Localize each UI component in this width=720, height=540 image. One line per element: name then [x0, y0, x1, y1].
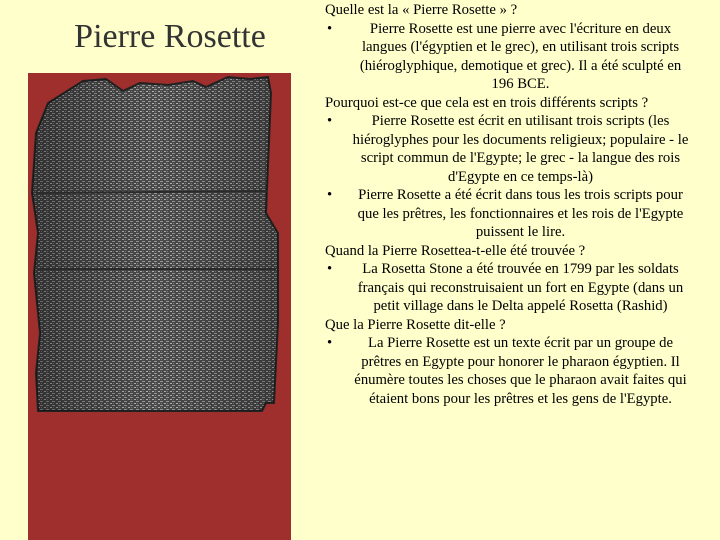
bullet-text: Pierre Rosette a été écrit dans tous les trois scripts pour que les prêtres, les fonctionnaires et les rois de l'Egypte puissent le lire.	[357, 187, 684, 240]
bullet-dot-icon: •	[327, 20, 333, 37]
rosetta-stone-photo	[28, 73, 291, 540]
rosetta-stone-image	[28, 73, 291, 540]
bullet-text: Pierre Rosette est une pierre avec l'écriture en deux langues (l'égyptien et le grec), en utilisant trois scripts (hiéroglyphique, demotique et grec). Il a été sculpté en 196 BCE.	[359, 20, 682, 92]
slide-title: Pierre Rosette	[74, 18, 266, 55]
question-heading: Quelle est la « Pierre Rosette » ?	[325, 2, 518, 18]
bullet-text: La Rosetta Stone a été trouvée en 1799 par les soldats français qui reconstruisaient un fort en Egypte (dans un petit village dans le Delta appelé Rosetta (Rashid)	[357, 261, 684, 314]
bullet-item	[325, 260, 690, 316]
question-heading: Pourquoi est-ce que cela est en trois différents scripts ?	[325, 94, 649, 111]
bullet-text: La Pierre Rosette est un texte écrit par un groupe de prêtres en Egypte pour honorer le pharaon égyptien. Il énumère toutes les choses que le pharaon avait faites qui étaient bons pour les prêtres et les gens de l'Egypte.	[354, 335, 687, 407]
bullet-dot-icon: •	[327, 187, 333, 203]
question-heading: Que la Pierre Rosette dit-elle ?	[325, 316, 506, 333]
bullet-item	[325, 186, 690, 242]
bullet-dot-icon: •	[327, 335, 333, 351]
question-heading: Quand la Pierre Rosettea-t-elle été trouvée ?	[325, 242, 586, 259]
text-panel	[325, 1, 690, 408]
bullet-dot-icon: •	[327, 113, 333, 129]
bullet-text: Pierre Rosette est écrit en utilisant trois scripts (les hiéroglyphes pour les documents religieux; populaire - le script commun de l'Egypte; le grec - la langue des rois d'Egypte en ce temps-là)	[352, 113, 689, 185]
bullet-item	[325, 334, 690, 408]
bullet-dot-icon: •	[327, 261, 333, 277]
bullet-item	[325, 20, 690, 94]
bullet-item	[325, 112, 690, 186]
